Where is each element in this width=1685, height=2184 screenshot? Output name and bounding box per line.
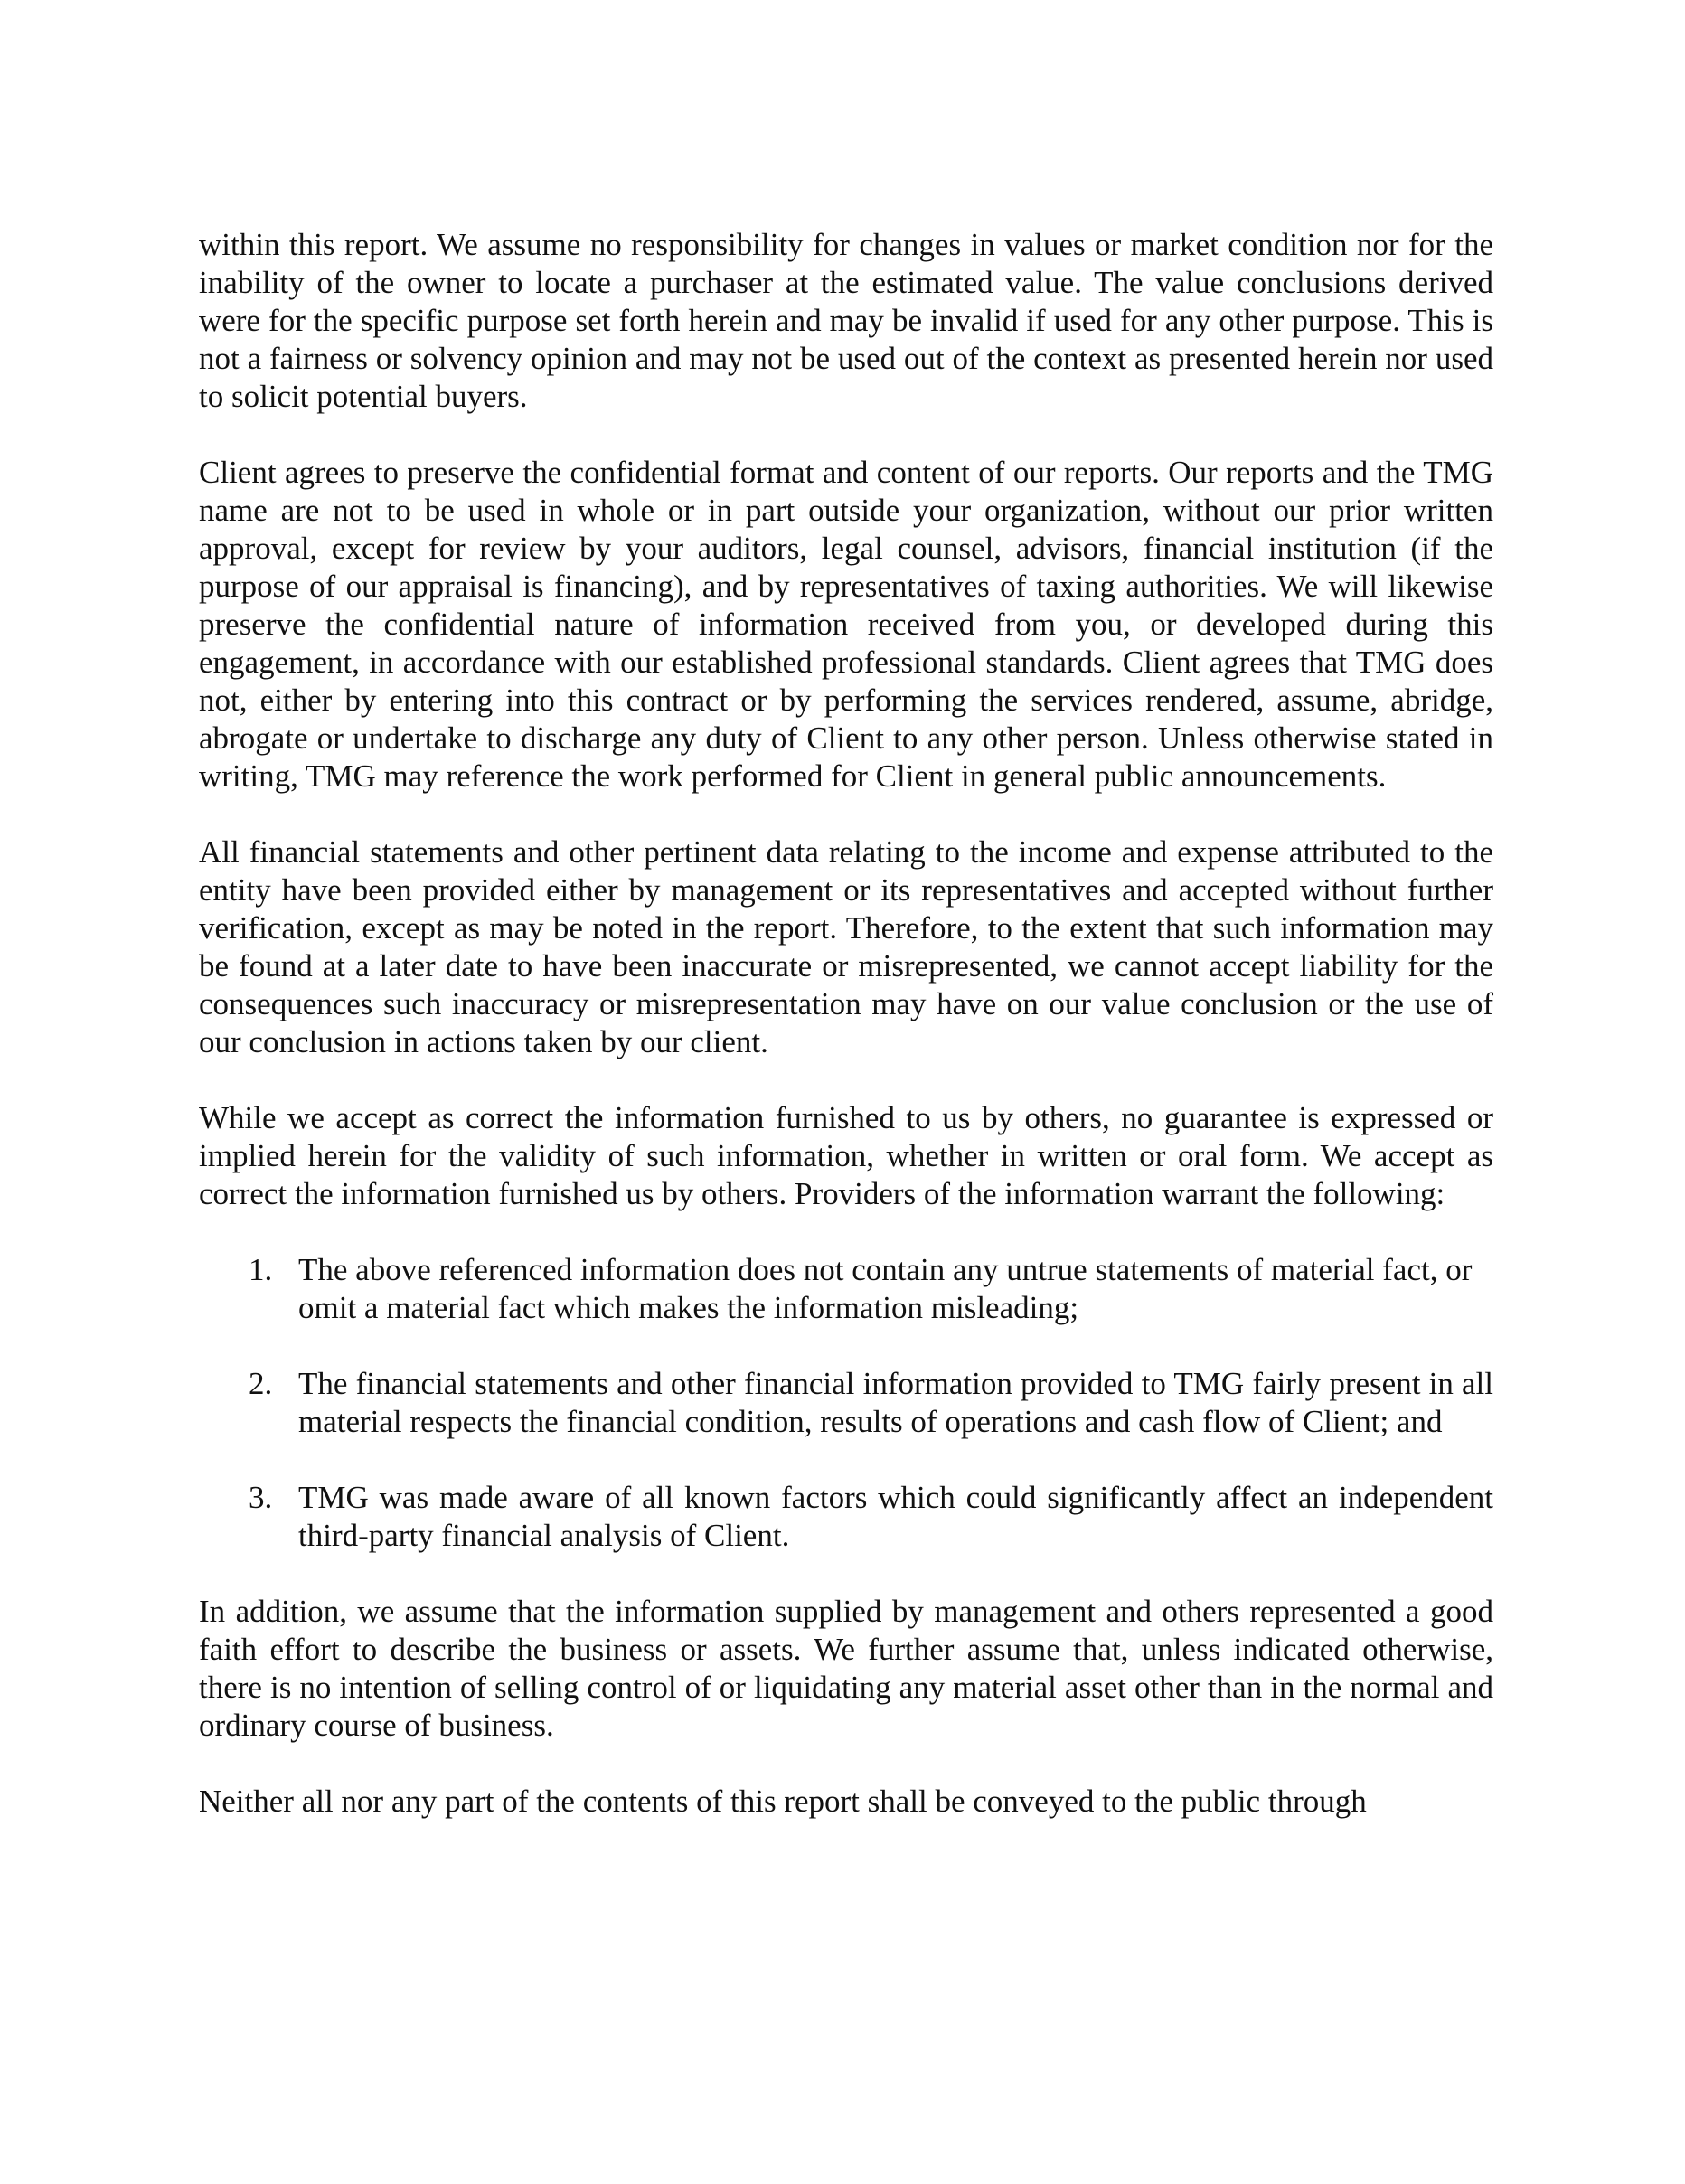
list-item-text: TMG was made aware of all known factors which could significantly affect an independent third-party financial analysis of Client. xyxy=(298,1480,1493,1553)
list-item xyxy=(199,1479,1493,1555)
paragraph-public-conveyance: Neither all nor any part of the contents of this report shall be conveyed to the public through xyxy=(199,1784,1367,1819)
paragraph-financial-statements: All financial statements and other pertinent data relating to the income and expense attributed to the entity have been provided either by management or its representatives and accepted without further verification, except as may be noted in the report. Therefore, to the extent that such information may be found at a later date to have been inaccurate or misrepresented, we cannot accept liability for the consequences such inaccuracy or misrepresentation may have on our value conclusion or the use of our conclusion in actions taken by our client. xyxy=(199,834,1493,1059)
paragraph-good-faith-assumption: In addition, we assume that the information supplied by management and others represented a good faith effort to describe the business or assets. We further assume that, unless indicated otherwise, there is no intention of selling control of or liquidating any material asset other than in the normal and ordinary course of business. xyxy=(199,1594,1493,1743)
list-item xyxy=(199,1251,1493,1327)
list-item-text: The above referenced information does not contain any untrue statements of material fact, or omit a material fact which makes the information misleading; xyxy=(298,1252,1473,1325)
list-item-number: 2. xyxy=(249,1366,273,1401)
list-item-text: The financial statements and other financial information provided to TMG fairly present in all material respects the financial condition, results of operations and cash flow of Client; and xyxy=(298,1366,1493,1439)
paragraph-information-warranty: While we accept as correct the information furnished to us by others, no guarantee is expressed or implied herein for the validity of such information, whether in written or oral form. We accept as correct the information furnished us by others. Providers of the information warrant the following: xyxy=(199,1100,1493,1211)
paragraph-report-limitations: within this report. We assume no responsibility for changes in values or market condition nor for the inability of the owner to locate a purchaser at the estimated value. The value conclusions derived were for the specific purpose set forth herein and may be invalid if used for any other purpose. This is not a fairness or solvency opinion and may not be used out of the context as presented herein nor used to solicit potential buyers. xyxy=(199,227,1493,414)
warranty-list xyxy=(199,1251,1493,1555)
list-item xyxy=(199,1365,1493,1441)
page-body xyxy=(199,226,1493,1859)
paragraph-confidentiality: Client agrees to preserve the confidential format and content of our reports. Our reports and the TMG name are not to be used in whole or in part outside your organization, without our prior written approval, except for review by your auditors, legal counsel, advisors, financial institution (if the purpose of our appraisal is financing), and by representatives of taxing authorities. We will likewise preserve the confidential nature of information received from you, or developed during this engagement, in accordance with our established professional standards. Client agrees that TMG does not, either by entering into this contract or by performing the services rendered, assume, abridge, abrogate or undertake to discharge any duty of Client to any other person. Unless otherwise stated in writing, TMG may reference the work performed for Client in general public announcements. xyxy=(199,455,1493,794)
list-item-number: 3. xyxy=(249,1480,273,1515)
list-item-number: 1. xyxy=(249,1252,273,1287)
